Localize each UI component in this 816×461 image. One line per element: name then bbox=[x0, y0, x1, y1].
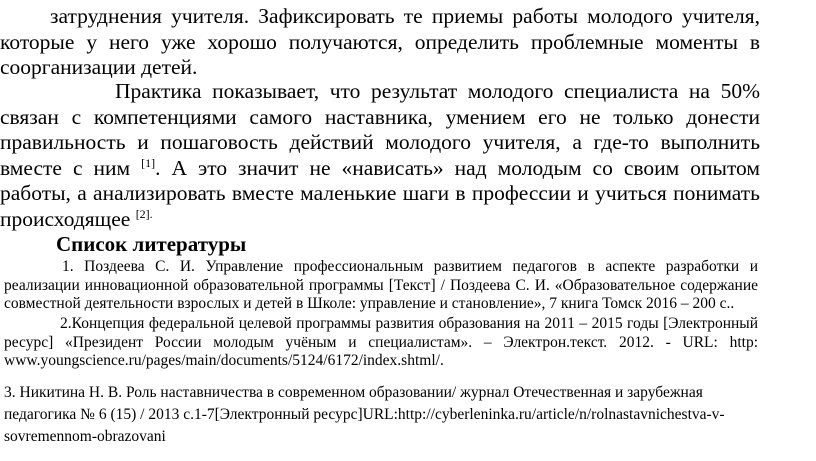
reference-item-2: 2.Концепция федеральной целевой программы развития образования на 2011 – 2015 годы [Электронный ресурс] «Президент России молодым учёным и специалистам». – Электрон.текст. 2012. - URL: http: www.youngscience.ru/pages/main/documents/5124/6172/index.shtml/. bbox=[4, 315, 758, 370]
reference-item-1: 1. Поздеева С. И. Управление профессиональным развитием педагогов в аспекте разработки и реализации инновационной образовательной программы [Текст] / Поздеева С. И. «Образовательное содержание совместной деятельности взрослых и детей в Школе: управление и становление», 7 книга Томск 2016 – 200 с.. bbox=[4, 258, 758, 313]
paragraph-2 bbox=[0, 79, 760, 232]
citation-1: [1] bbox=[141, 155, 156, 170]
paragraph-2-text-a: Практика показывает, что результат молодого специалиста на 50% связан с компетенциями самого наставника, умением его не только донести правильность и пошаговость действий молодого учителя, а где-то выполнить вместе с ним bbox=[0, 79, 760, 180]
paragraph-1-text: затруднения учителя. Зафиксировать те приемы работы молодого учителя, которые у него уже хорошо получаются, определить проблемные моменты в соорганизации детей. bbox=[0, 4, 760, 79]
references-heading: Список литературы bbox=[56, 232, 247, 256]
paragraph-1 bbox=[0, 4, 760, 81]
reference-item-3: 3. Никитина Н. В. Роль наставничества в современном образовании/ журнал Отечественная и зарубежная педагогика № 6 (15) / 2013 с.1-7[Электронный ресурс]URL:http://cyberleninka.ru/article/n/rolnastavnichestva-v-sovremennom-obrazovani bbox=[4, 384, 725, 445]
citation-2: [2]. bbox=[135, 206, 153, 221]
paragraph-2-text-b: . А это значит не «нависать» над молодым со своим опытом работы, а анализировать вместе маленькие шаги в профессии и учиться понимать происходящее bbox=[0, 155, 761, 231]
